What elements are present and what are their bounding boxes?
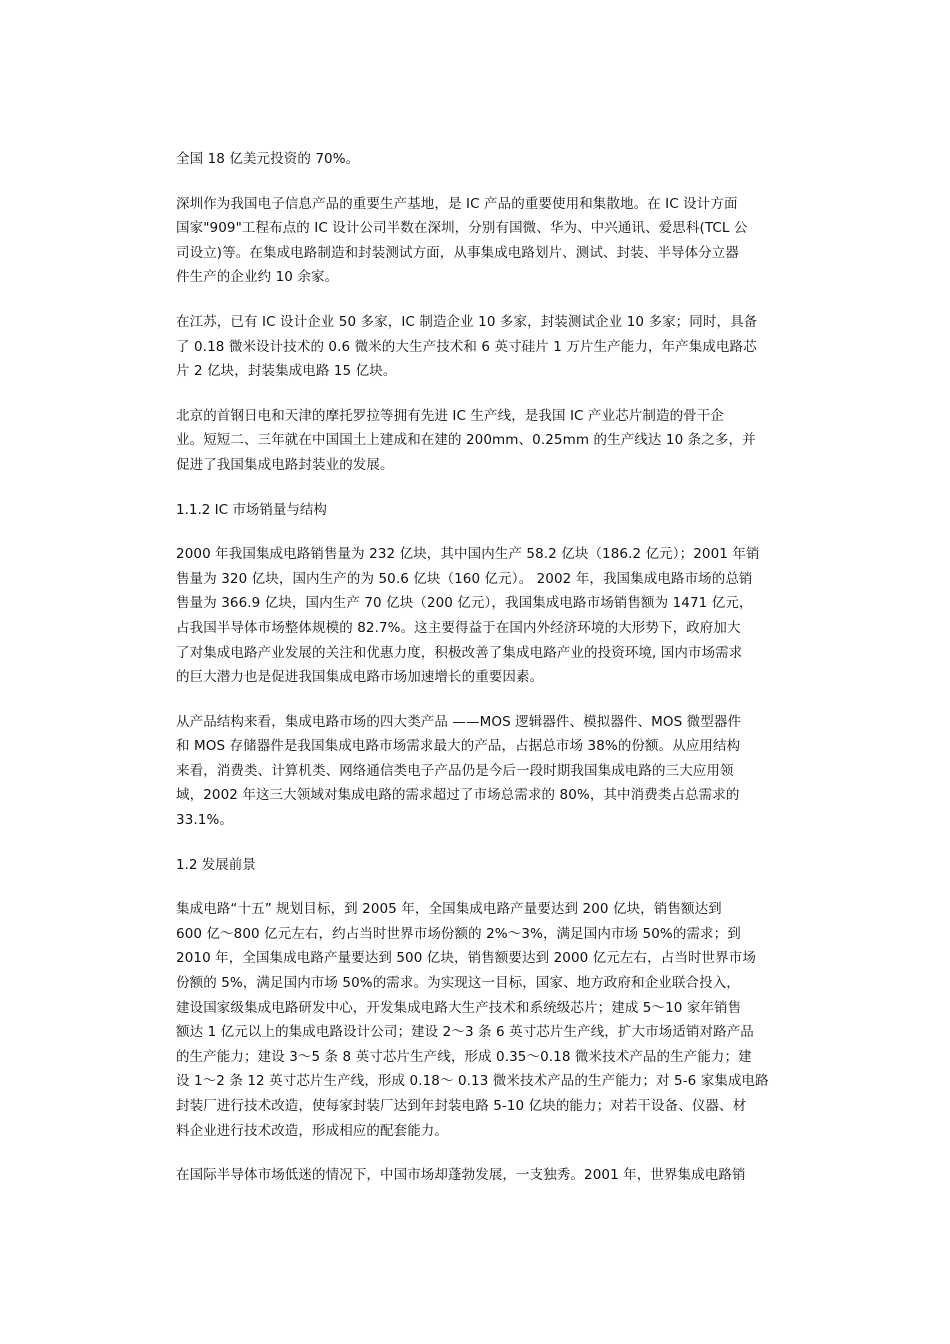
text-line: 2010 年，全国集成电路产量要达到 500 亿块，销售额要达到 2000 亿元左右，占当时世界市场 <box>176 950 756 967</box>
text-line: 设 1～2 条 12 英寸芯片生产线，形成 0.18～ 0.13 微米技术产品的生产能力；对 5-6 家集成电路 <box>176 1073 769 1090</box>
text-line: 售量为 366.9 亿块，国内生产 70 亿块（200 亿元），我国集成电路市场销售额为 1471 亿元， <box>176 595 753 612</box>
section-heading-1-2 <box>176 853 776 878</box>
text-line: 来看，消费类、计算机类、网络通信类电子产品仍是今后一段时期我国集成电路的三大应用领 <box>176 762 734 779</box>
paragraph-investment-tail <box>176 147 776 172</box>
text-line: 了 0.18 微米设计技术的 0.6 微米的大生产技术和 6 英寸硅片 1 万片生产能力，年产集成电路芯 <box>176 338 757 355</box>
text-line: 深圳作为我国电子信息产品的重要生产基地，是 IC 产品的重要使用和集散地。在 IC 设计方面 <box>176 195 738 212</box>
text-line: 了对集成电路产业发展的关注和优惠力度，积极改善了集成电路产业的投资环境, 国内市场需求 <box>176 644 743 661</box>
text-line: 额达 1 亿元以上的集成电路设计公司；建设 2～3 条 6 英寸芯片生产线，扩大市场适销对路产品 <box>176 1024 754 1041</box>
text-line: 从产品结构来看，集成电路市场的四大类产品 ——MOS 逻辑器件、模拟器件、MOS 微型器件 <box>176 713 742 730</box>
text-line: 封装厂进行技术改造，使每家封装厂达到年封装电路 5-10 亿块的能力；对若干设备、仪器、材 <box>176 1098 747 1114</box>
text-line: 的生产能力；建设 3～5 条 8 英寸芯片生产线，形成 0.35～0.18 微米技术产品的生产能力；建 <box>176 1048 752 1065</box>
text-line: 建设国家级集成电路研发中心，开发集成电路大生产技术和系统级芯片；建成 5～10 家年销售 <box>176 999 742 1016</box>
text-line: 业。短短二、三年就在中国国土上建成和在建的 200mm、0.25mm 的生产线达 10 条之多，并 <box>176 432 756 449</box>
heading-text: 1.1.2 IC 市场销量与结构 <box>176 501 327 518</box>
paragraph-product-structure <box>176 710 776 833</box>
paragraph-beijing-tianjin <box>176 404 776 478</box>
text-line: 在江苏，已有 IC 设计企业 50 多家，IC 制造企业 10 多家，封装测试企业 10 多家；同时，具备 <box>176 313 758 330</box>
paragraph-shenzhen <box>176 192 776 290</box>
text-line: 和 MOS 存储器件是我国集成电路市场需求最大的产品，占据总市场 38%的份额。从应用结构 <box>176 738 741 755</box>
text-line: 的巨大潜力也是促进我国集成电路市场加速增长的重要因素。 <box>176 669 544 686</box>
text-line: 2000 年我国集成电路销售量为 232 亿块，其中国内生产 58.2 亿块（186.2 亿元）；2001 年销 <box>176 546 760 563</box>
text-line: 国家"909"工程布点的 IC 设计公司半数在深圳，分别有国微、华为、中兴通讯、爱思科(TCL 公 <box>176 220 748 237</box>
text-line: 33.1%。 <box>176 812 233 829</box>
text-line: 份额的 5%，满足国内市场 50%的需求。为实现这一目标，国家、地方政府和企业联合投入， <box>176 975 740 992</box>
paragraph-market-sales <box>176 542 776 690</box>
document-page <box>176 147 776 1188</box>
section-heading-1-1-2 <box>176 498 776 523</box>
text-line: 北京的首钢日电和天津的摩托罗拉等拥有先进 IC 生产线，是我国 IC 产业芯片制造的骨干企 <box>176 407 724 424</box>
text-line: 域，2002 年这三大领域对集成电路的需求超过了市场总需求的 80%，其中消费类占总需求的 <box>176 787 740 804</box>
text-line: 占我国半导体市场整体规模的 82.7%。这主要得益于在国内外经济环境的大形势下，政府加大 <box>176 619 741 636</box>
text-line: 在国际半导体市场低迷的情况下，中国市场却蓬勃发展，一支独秀。2001 年，世界集成电路销 <box>176 1167 746 1184</box>
text-line: 促进了我国集成电路封装业的发展。 <box>176 456 394 473</box>
paragraph-international-market <box>176 1163 776 1188</box>
text-line: 售量为 320 亿块，国内生产的为 50.6 亿块（160 亿元）。 2002 年，我国集成电路市场的总销 <box>176 570 753 587</box>
text-line: 集成电路“十五” 规划目标，到 2005 年，全国集成电路产量要达到 200 亿块，销售额达到 <box>176 901 722 918</box>
text-line: 600 亿～800 亿元左右，约占当时世界市场份额的 2%～3%，满足国内市场 50%的需求；到 <box>176 925 741 942</box>
paragraph-development-goals <box>176 897 776 1143</box>
text-line: 司设立)等。在集成电路制造和封装测试方面，从事集成电路划片、测试、封装、半导体分立器 <box>176 244 739 261</box>
text-line: 件生产的企业约 10 余家。 <box>176 269 339 286</box>
heading-text: 1.2 发展前景 <box>176 856 256 873</box>
text-line: 全国 18 亿美元投资的 70%。 <box>176 151 360 167</box>
text-line: 料企业进行技术改造，形成相应的配套能力。 <box>176 1122 448 1139</box>
text-line: 片 2 亿块，封装集成电路 15 亿块。 <box>176 363 397 380</box>
paragraph-jiangsu <box>176 310 776 384</box>
